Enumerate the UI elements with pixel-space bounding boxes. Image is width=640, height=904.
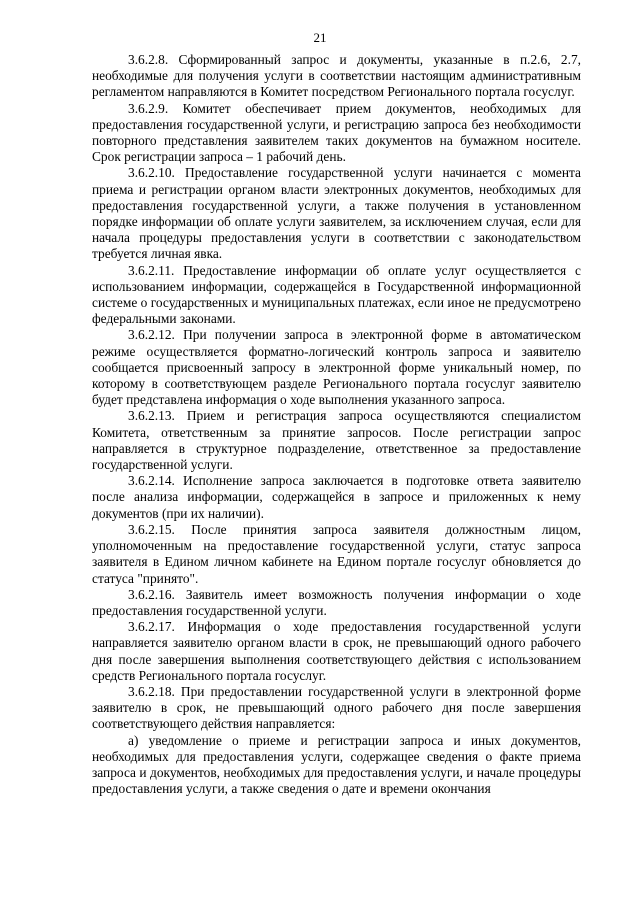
paragraph-3-6-2-10: 3.6.2.10. Предоставление государственной услуги начинается с момента приема и регистрации органом власти электронных документов, необходимых для предоставления государственной услуги, а также получения в установленном порядке информации об оплате услуги заявителем, за исключением случая, если для начала процедуры предоставления услуги в соответствии с законодательством требуется личная явка. xyxy=(92,165,581,262)
paragraph-item-a: а) уведомление о приеме и регистрации запроса и иных документов, необходимых для предоставления услуги, содержащее сведения о факте приема запроса и документов, необходимых для предоставления услуги, и начале процедуры предоставления услуги, а также сведения о дате и времени окончания xyxy=(92,732,581,797)
paragraph-3-6-2-14: 3.6.2.14. Исполнение запроса заключается в подготовке ответа заявителю после анализа информации, содержащейся в запросе и приложенных к нему документов (при их наличии). xyxy=(92,473,581,521)
paragraph-3-6-2-15: 3.6.2.15. После принятия запроса заявителя должностным лицом, уполномоченным на предоставление государственной услуги, статус запроса заявителя в Едином личном кабинете на Едином портале госуслуг обновляется до статуса "принято". xyxy=(92,521,581,586)
paragraph-3-6-2-17: 3.6.2.17. Информация о ходе предоставления государственной услуги направляется заявителю органом власти в срок, не превышающий одного рабочего дня после завершения выполнения соответствующего действия с использованием средств Регионального портала госуслуг. xyxy=(92,619,581,683)
paragraph-3-6-2-8: 3.6.2.8. Сформированный запрос и документы, указанные в п.2.6, 2.7, необходимые для получения услуги в соответствии настоящим административным регламентом направляются в Комитет посредством Регионального портала госуслуг. xyxy=(92,52,581,100)
document-body xyxy=(92,52,581,797)
paragraph-3-6-2-18: 3.6.2.18. При предоставлении государственной услуги в электронной форме заявителю в срок, не превышающий одного рабочего дня после завершения соответствующего действия направляется: xyxy=(92,683,581,732)
paragraph-3-6-2-13: 3.6.2.13. Прием и регистрация запроса осуществляются специалистом Комитета, ответственным за принятие запросов. После регистрации запрос направляется в структурное подразделение, ответственное за предоставление государственной услуги. xyxy=(92,408,581,473)
paragraph-3-6-2-9: 3.6.2.9. Комитет обеспечивает прием документов, необходимых для предоставления государственной услуги, и регистрацию запроса без необходимости повторного представления заявителем таких документов на бумажном носителе. Срок регистрации запроса – 1 рабочий день. xyxy=(92,100,581,165)
paragraph-3-6-2-12: 3.6.2.12. При получении запроса в электронной форме в автоматическом режиме осуществляется форматно-логический контроль запроса и заявителю сообщается присвоенный запросу в электронной форме уникальный номер, по которому в соответствующем разделе Регионального портала госуслуг заявителю будет представлена информация о ходе выполнения указанного запроса. xyxy=(92,327,581,408)
paragraph-3-6-2-16: 3.6.2.16. Заявитель имеет возможность получения информации о ходе предоставления государственной услуги. xyxy=(92,586,581,618)
paragraph-3-6-2-11: 3.6.2.11. Предоставление информации об оплате услуг осуществляется с использованием информации, содержащейся в Государственной информационной системе о государственных и муниципальных платежах, если иное не предусмотрено федеральными законами. xyxy=(92,262,581,327)
page-number: 21 xyxy=(313,30,327,45)
